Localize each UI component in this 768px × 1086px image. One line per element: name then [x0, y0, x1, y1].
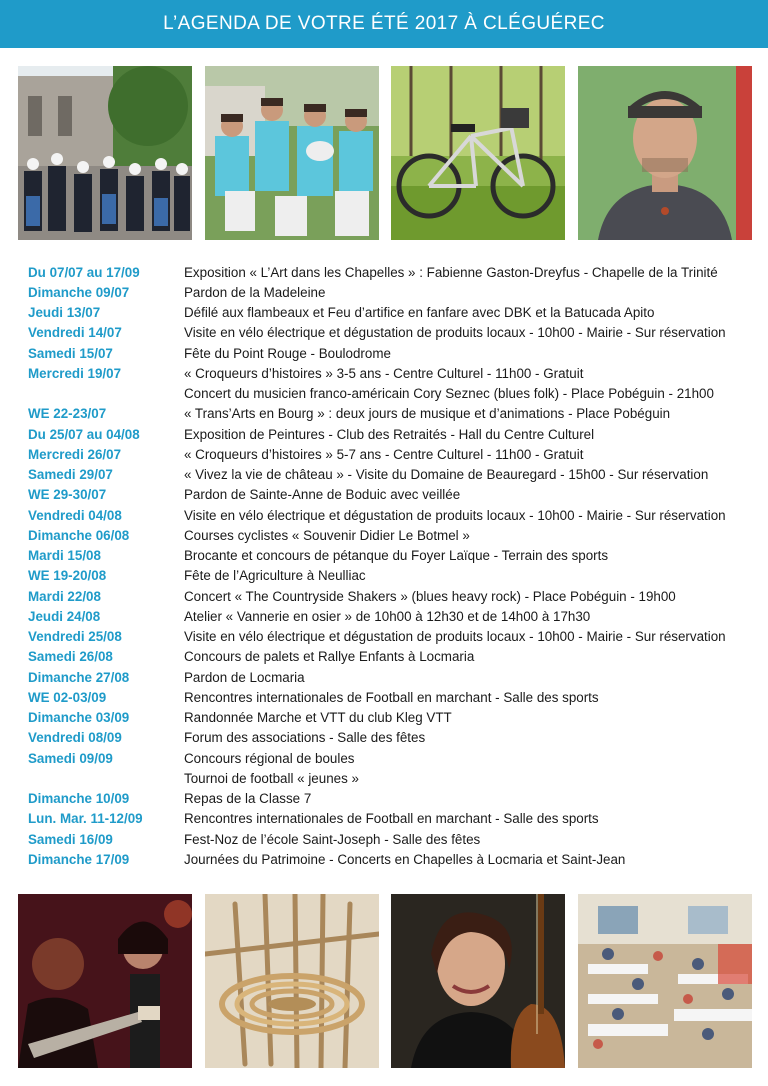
agenda-event: Défilé aux flambeaux et Feu d’artifice en fanfare avec DBK et la Batucada Apito — [184, 305, 655, 321]
agenda-event: Repas de la Classe 7 — [184, 791, 312, 807]
association-forum-photo — [578, 894, 752, 1068]
agenda-date: WE 29-30/07 — [28, 487, 107, 503]
agenda-row — [28, 323, 752, 343]
agenda-row — [28, 809, 752, 829]
agenda-date: Dimanche 03/09 — [28, 710, 130, 726]
agenda-event: Visite en vélo électrique et dégustation de produits locaux - 10h00 - Mairie - Sur réservation — [184, 325, 726, 341]
agenda-event: Journées du Patrimoine - Concerts en Chapelles à Locmaria et Saint-Jean — [184, 851, 626, 867]
agenda-row — [28, 384, 752, 404]
agenda-event: Tournoi de football « jeunes » — [184, 770, 359, 786]
agenda-event: Concours de palets et Rallye Enfants à Locmaria — [184, 649, 475, 665]
agenda-row — [28, 687, 752, 707]
agenda-event: Pardon de Locmaria — [184, 669, 305, 685]
agenda-date: Samedi 16/09 — [28, 831, 113, 847]
agenda-row — [28, 789, 752, 809]
agenda-event: Fête du Point Rouge - Boulodrome — [184, 345, 391, 361]
agenda-date: Dimanche 06/08 — [28, 527, 130, 543]
agenda-date: Jeudi 24/08 — [28, 608, 101, 624]
agenda-date: Dimanche 09/07 — [28, 284, 130, 300]
agenda-date: Samedi 26/08 — [28, 649, 113, 665]
agenda-event: Pardon de la Madeleine — [184, 284, 326, 300]
agenda-event: Concours régional de boules — [184, 750, 355, 766]
agenda-date: WE 22-23/07 — [28, 406, 107, 422]
agenda-row — [28, 586, 752, 606]
agenda-date: Lun. Mar. 11-12/09 — [28, 811, 143, 827]
agenda-date: Vendredi 08/09 — [28, 730, 122, 746]
batucada-drummers-photo — [205, 66, 379, 240]
agenda-row — [28, 262, 752, 282]
agenda-date: Vendredi 14/07 — [28, 325, 122, 341]
agenda-row — [28, 343, 752, 363]
agenda-event: Brocante et concours de pétanque du Foyer Laïque - Terrain des sports — [184, 548, 609, 564]
cellist-photo — [391, 894, 565, 1068]
agenda-row — [28, 404, 752, 424]
agenda-date: Samedi 09/09 — [28, 750, 113, 766]
agenda-row — [28, 627, 752, 647]
agenda-event: Exposition de Peintures - Club des Retraités - Hall du Centre Culturel — [184, 426, 595, 442]
agenda-event: Exposition « L’Art dans les Chapelles » : Fabienne Gaston-Dreyfus - Chapelle de la Trinité — [184, 264, 718, 280]
agenda-event: « Croqueurs d’histoires » 3-5 ans - Centre Culturel - 11h00 - Gratuit — [184, 365, 584, 381]
agenda-row — [28, 748, 752, 768]
agenda-event: Forum des associations - Salle des fêtes — [184, 730, 426, 746]
agenda-event: Atelier « Vannerie en osier » de 10h00 à 12h30 et de 14h00 à 17h30 — [184, 608, 591, 624]
agenda-event: « Trans’Arts en Bourg » : deux jours de musique et d’animations - Place Pobéguin — [184, 406, 671, 422]
agenda-date: Mercredi 19/07 — [28, 365, 122, 381]
agenda-date: Mercredi 26/07 — [28, 446, 122, 462]
agenda-row — [28, 768, 752, 788]
agenda-date: Du 07/07 au 17/09 — [28, 264, 140, 280]
agenda-row — [28, 444, 752, 464]
agenda-event: Concert du musicien franco-américain Cory Seznec (blues folk) - Place Pobéguin - 21h00 — [184, 386, 714, 402]
agenda-row — [28, 728, 752, 748]
agenda-event: Rencontres internationales de Football en marchant - Salle des sports — [184, 689, 599, 705]
agenda-event: « Vivez la vie de château » - Visite du Domaine de Beauregard - 15h00 - Sur réservation — [184, 467, 709, 483]
agenda-date: Dimanche 17/09 — [28, 851, 130, 867]
agenda-row — [28, 708, 752, 728]
agenda-row — [28, 363, 752, 383]
rock-concert-photo — [18, 894, 192, 1068]
agenda-row — [28, 829, 752, 849]
agenda-event: Concert « The Countryside Shakers » (blues heavy rock) - Place Pobéguin - 19h00 — [184, 588, 676, 604]
agenda-date: WE 02-03/09 — [28, 689, 107, 705]
agenda-row — [28, 465, 752, 485]
agenda-row — [28, 525, 752, 545]
agenda-row — [28, 485, 752, 505]
agenda-event: Randonnée Marche et VTT du club Kleg VTT — [184, 710, 452, 726]
agenda-event: Visite en vélo électrique et dégustation de produits locaux - 10h00 - Mairie - Sur réservation — [184, 629, 726, 645]
agenda-event: Visite en vélo électrique et dégustation de produits locaux - 10h00 - Mairie - Sur réservation — [184, 507, 726, 523]
agenda-date: Dimanche 10/09 — [28, 791, 130, 807]
wicker-basket-photo — [205, 894, 379, 1068]
agenda-row — [28, 647, 752, 667]
agenda-date: Samedi 29/07 — [28, 467, 113, 483]
agenda-date: Samedi 15/07 — [28, 345, 113, 361]
agenda-row — [28, 667, 752, 687]
agenda-date: Mardi 15/08 — [28, 548, 101, 564]
agenda-event: Rencontres internationales de Football en marchant - Salle des sports — [184, 811, 599, 827]
agenda-event: Fest-Noz de l’école Saint-Joseph - Salle des fêtes — [184, 831, 481, 847]
agenda-date: Dimanche 27/08 — [28, 669, 130, 685]
page-header — [0, 0, 768, 48]
page-title: L’AGENDA DE VOTRE ÉTÉ 2017 À CLÉGUÉREC — [163, 13, 605, 34]
bottom-photo-row — [18, 894, 752, 1068]
agenda-event: Courses cyclistes « Souvenir Didier Le Botmel » — [184, 527, 470, 543]
agenda-list — [28, 262, 752, 870]
agenda-row — [28, 303, 752, 323]
agenda-row — [28, 849, 752, 869]
agenda-date: Mardi 22/08 — [28, 588, 101, 604]
agenda-row — [28, 566, 752, 586]
agenda-event: Pardon de Sainte-Anne de Boduic avec veillée — [184, 487, 461, 503]
agenda-row — [28, 282, 752, 302]
agenda-date: WE 19-20/08 — [28, 568, 107, 584]
procession-costumes-photo — [18, 66, 192, 240]
agenda-event: « Croqueurs d’histoires » 5-7 ans - Centre Culturel - 11h00 - Gratuit — [184, 446, 584, 462]
agenda-row — [28, 546, 752, 566]
musician-portrait-photo — [578, 66, 752, 240]
electric-bike-photo — [391, 66, 565, 240]
agenda-row — [28, 606, 752, 626]
agenda-date: Vendredi 04/08 — [28, 507, 122, 523]
agenda-date: Du 25/07 au 04/08 — [28, 426, 140, 442]
agenda-date: Vendredi 25/08 — [28, 629, 122, 645]
agenda-date: Jeudi 13/07 — [28, 305, 101, 321]
agenda-row — [28, 424, 752, 444]
agenda-event: Fête de l’Agriculture à Neulliac — [184, 568, 366, 584]
top-photo-row — [18, 66, 752, 240]
agenda-row — [28, 505, 752, 525]
